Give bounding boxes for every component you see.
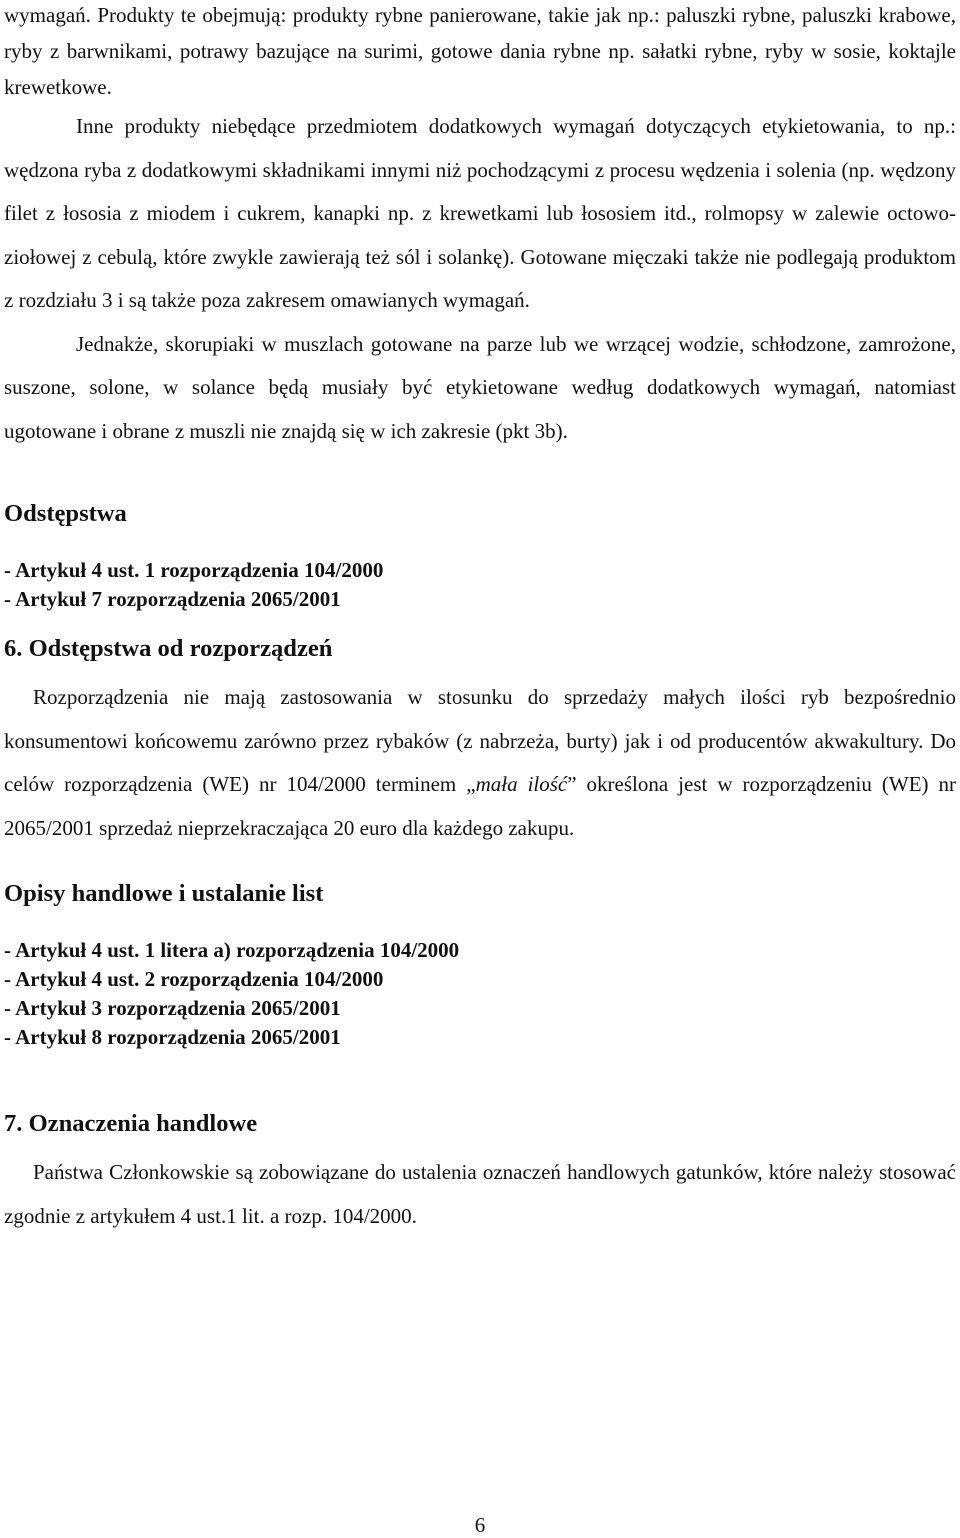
paragraph-crustaceans: Jednakże, skorupiaki w muszlach gotowane na parze lub we wrzącej wodzie, schłodzone, zamrożone, suszone, solone, w solance będą musiały być etykietowane według dodatkowych wymagań, natomiast ugotowane i obrane z muszli nie znajdą się w ich zakresie (pkt 3b).	[4, 331, 956, 443]
list-item: - Artykuł 8 rozporządzenia 2065/2001	[4, 1025, 341, 1049]
paragraph-text-start: Rozporządzenia nie mają zastosowania w stosunku do sprzedaży małych ilości ryb bezpośrednio konsumentowi końcowemu zarówno przez rybaków (z nabrzeża, burty) jak i od producentów akwakultury. Do celów rozporządzenia (WE) nr 104/2000 terminem „	[4, 685, 956, 796]
list-item: - Artykuł 4 ust. 1 litera a) rozporządzenia 104/2000	[4, 938, 460, 962]
opisy-reference-list	[4, 936, 956, 1052]
paragraph-other-products: Inne produkty niebędące przedmiotem dodatkowych wymagań dotyczących etykietowania, to np.: wędzona ryba z dodatkowymi składnikami innymi niż pochodzącymi z procesu wędzenia i solenia (np. wędzony filet z łososia z miodem i cukrem, kanapki np. z krewetkami lub łososiem itd., rolmopsy w zalewie octowo-ziołowej z cebulą, które zwykle zawierają też sól i solankę). Gotowane mięczaki także nie podlegają produktom z rozdziału 3 i są także poza zakresem omawianych wymagań.	[4, 114, 956, 312]
document-page	[4, 0, 956, 1238]
list-item: - Artykuł 7 rozporządzenia 2065/2001	[4, 587, 341, 611]
list-item: - Artykuł 4 ust. 2 rozporządzenia 104/2000	[4, 967, 384, 991]
page-number: 6	[474, 1513, 486, 1537]
paragraph-text-end: ” określona jest w rozporządzeniu (WE) nr 2065/2001 sprzedaż nieprzekraczająca 20 euro dla każdego zakupu.	[4, 772, 956, 840]
list-item: - Artykuł 4 ust. 1 rozporządzenia 104/2000	[4, 558, 384, 582]
paragraph-small-quantities	[4, 676, 956, 850]
odstepstwa-reference-list	[4, 556, 956, 614]
paragraph-product-list: wymagań. Produkty te obejmują: produkty rybne panierowane, takie jak np.: paluszki rybne, paluszki krabowe, ryby z barwnikami, potrawy bazujące na surimi, gotowe dania rybne np. sałatki rybne, ryby w sosie, koktajle krewetkowe.	[4, 3, 956, 99]
heading-section-7: 7. Oznaczenia handlowe	[4, 1110, 258, 1137]
heading-odstepstwa: Odstępstwa	[4, 500, 127, 527]
term-mala-ilosc: mała ilość	[475, 772, 568, 796]
paragraph-trade-names: Państwa Członkowskie są zobowiązane do ustalenia oznaczeń handlowych gatunków, które należy stosować zgodnie z artykułem 4 ust.1 lit. a rozp. 104/2000.	[4, 1160, 956, 1228]
heading-opisy-handlowe: Opisy handlowe i ustalanie list	[4, 880, 324, 907]
heading-section-6: 6. Odstępstwa od rozporządzeń	[4, 635, 333, 662]
list-item: - Artykuł 3 rozporządzenia 2065/2001	[4, 996, 341, 1020]
